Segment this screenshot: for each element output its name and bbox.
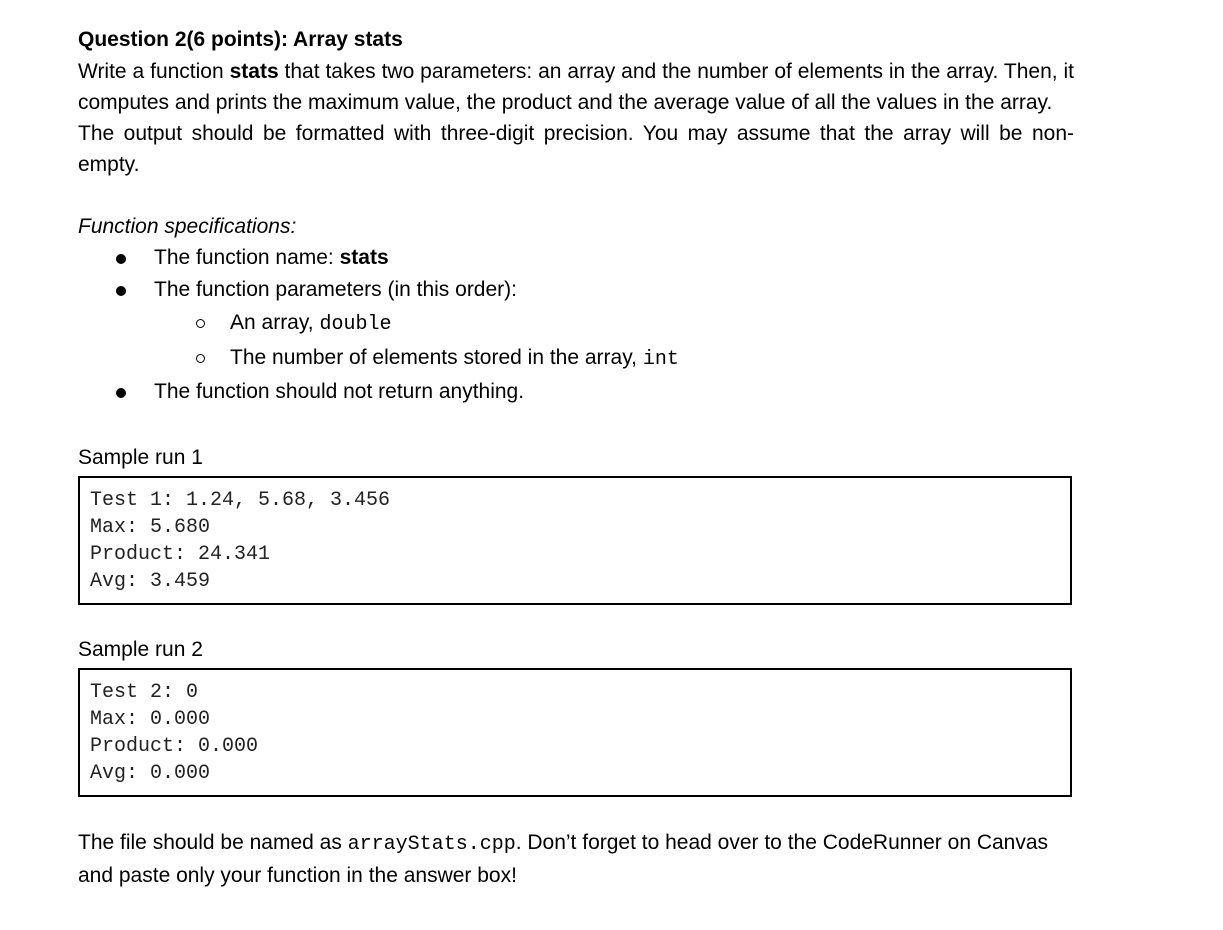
sample-run-1-label: Sample run 1 bbox=[78, 446, 203, 469]
intro-pre: Write a function bbox=[78, 60, 230, 83]
intro-post: that takes two parameters: an array and the number of elements in the array. Then, it computes and prints the maximum value, the product and the average value of all the values in the array. bbox=[78, 60, 1074, 114]
spec-param-1 bbox=[78, 306, 1074, 341]
sample-run-2-output bbox=[78, 668, 1072, 797]
spec-heading: Function specifications: bbox=[78, 215, 297, 238]
question-intro bbox=[78, 56, 1074, 118]
bullet-dot-icon bbox=[116, 286, 126, 296]
output-line: Test 2: 0 bbox=[90, 681, 199, 704]
spec-item-params bbox=[78, 274, 1074, 376]
spec-name-value: stats bbox=[339, 246, 389, 269]
param1-text: An array, bbox=[230, 311, 320, 334]
spec-return-text: The function should not return anything. bbox=[154, 380, 525, 403]
spec-name-label: The function name: bbox=[154, 246, 340, 269]
spec-list bbox=[78, 242, 1074, 408]
output-line: Max: 5.680 bbox=[90, 516, 211, 539]
output-line: Max: 0.000 bbox=[90, 708, 211, 731]
output-line: Product: 24.341 bbox=[90, 543, 271, 566]
output-line: Avg: 3.459 bbox=[90, 570, 211, 593]
bullet-circle-icon bbox=[196, 319, 205, 328]
spec-param-2 bbox=[78, 341, 1074, 376]
footer-pre: The file should be named as bbox=[78, 831, 348, 854]
intro-function-name: stats bbox=[229, 60, 279, 83]
bullet-dot-icon bbox=[116, 254, 126, 264]
param2-type: int bbox=[642, 348, 679, 371]
output-line: Test 1: 1.24, 5.68, 3.456 bbox=[90, 489, 391, 512]
bullet-circle-icon bbox=[196, 354, 205, 363]
spec-item-name bbox=[78, 242, 1074, 274]
sample-run-1-output bbox=[78, 476, 1072, 605]
footer-post: . Don’t forget to head over to the CodeRunner on Canvas and paste only your function in the answer box! bbox=[78, 831, 1049, 887]
spec-params-label: The function parameters (in this order): bbox=[154, 278, 517, 301]
output-line: Avg: 0.000 bbox=[90, 762, 211, 785]
document-page bbox=[78, 26, 1074, 891]
sample-run-2-label: Sample run 2 bbox=[78, 638, 203, 661]
footer-note bbox=[78, 827, 1074, 891]
spec-params-sublist bbox=[154, 306, 1074, 376]
question-title: Question 2(6 points): Array stats bbox=[78, 28, 403, 51]
param1-type: double bbox=[319, 313, 392, 336]
footer-filename: arrayStats.cpp bbox=[347, 833, 516, 856]
output-line: Product: 0.000 bbox=[90, 735, 259, 758]
param2-text: The number of elements stored in the array, bbox=[230, 346, 643, 369]
spec-item-return bbox=[78, 376, 1074, 408]
bullet-dot-icon bbox=[116, 388, 126, 398]
precision-note: The output should be formatted with three-digit precision. You may assume that the array will be non-empty. bbox=[78, 122, 1074, 176]
